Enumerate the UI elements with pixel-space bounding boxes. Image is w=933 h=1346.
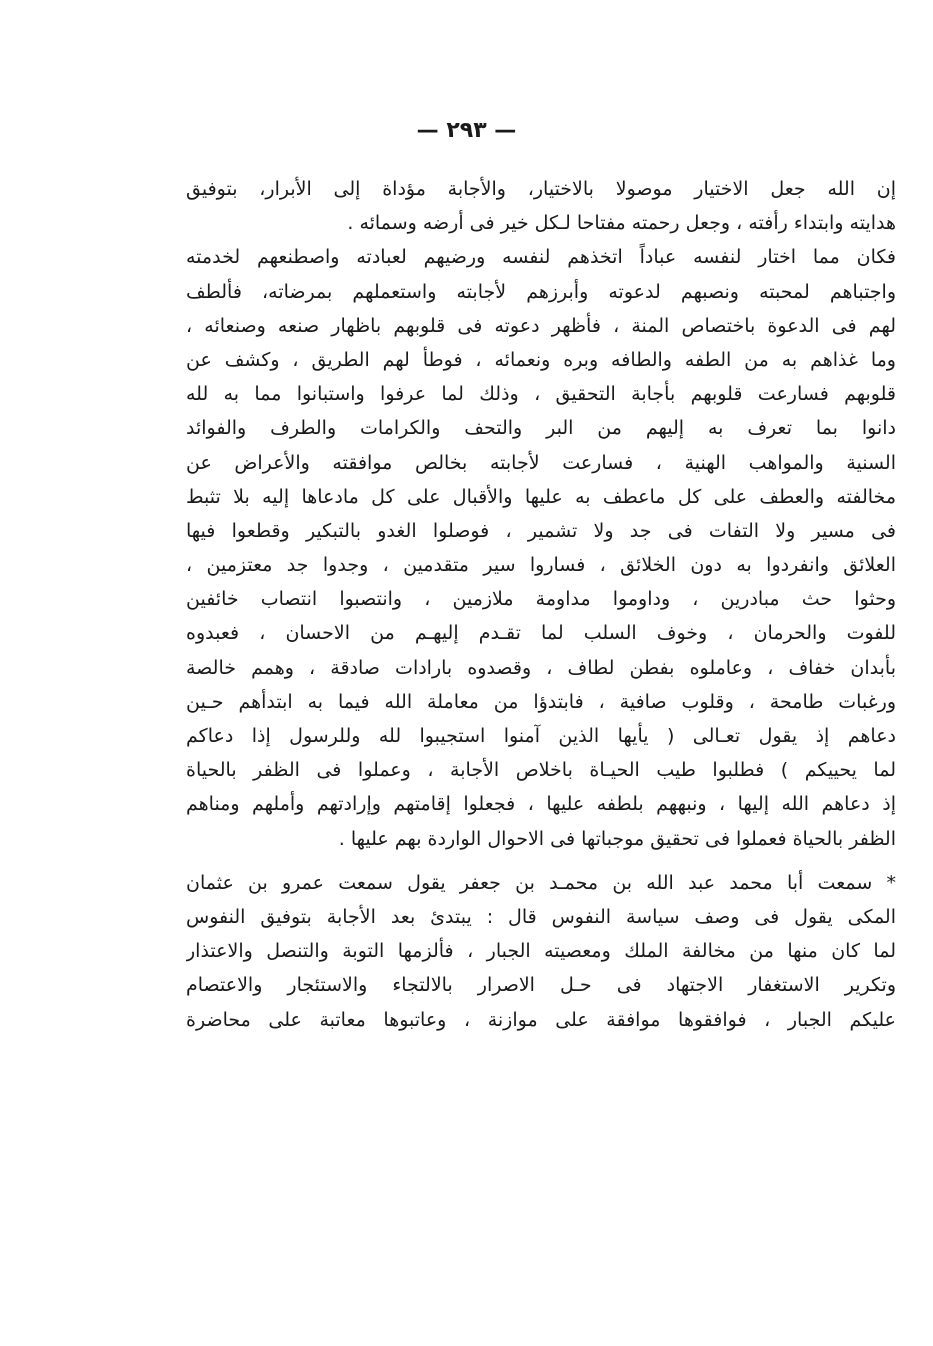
text-line: إذ دعاهم الله إليها ، ونبههم بلطفه عليها ، فجعلوا إقامتهم وإرادتهم وأملهم ومناهم bbox=[186, 793, 896, 816]
text-line: وحثوا حث مبادرين ، وداوموا مداومة ملازمين ، وانتصبوا انتصاب خائفين bbox=[186, 588, 896, 611]
text-line: وما غذاهم به من الطفه والطافه وبره ونعمائه ، فوطأ لهم الطريق ، وكشف عن bbox=[186, 348, 896, 371]
paragraph bbox=[186, 240, 896, 855]
paragraph bbox=[186, 866, 896, 1037]
text-line: بأبدان خفاف ، وعاملوه بفطن لطاف ، وقصدوه بارادات صادقة ، وهمم خالصة bbox=[186, 656, 896, 679]
text-line: لما كان منها من مخالفة الملك ومعصيته الجبار ، فألزمها التوبة والتنصل والاعتذار bbox=[186, 940, 896, 963]
text-line: هدايته وابتداء رأفته ، وجعل رحمته مفتاحا لـكل خير فى أرضه وسمائه . bbox=[347, 212, 896, 235]
paragraph bbox=[186, 172, 896, 240]
text-line: لهم فى الدعوة باختصاص المنة ، فأظهر دعوته فى قلوبهم باظهار صنعه وصنعائه ، bbox=[186, 314, 896, 337]
text-line: * سمعت أبا محمد عبد الله بن محمـد بن جعفر يقول سمعت عمرو بن عثمان bbox=[186, 871, 896, 894]
text-line: الظفر بالحياة فعملوا فى تحقيق موجباتها فى الاحوال الواردة بهم عليها . bbox=[338, 827, 896, 850]
text-line: لما يحييكم ) فطلبوا طيب الحيـاة باخلاص الأجابة ، وعملوا فى الظفر بالحياة bbox=[186, 759, 896, 782]
text-line: دعاهم إذ يقول تعـالى ( يأيها الذين آمنوا استجيبوا لله وللرسول إذا دعاكم bbox=[186, 725, 896, 747]
text-line: فى مسير ولا التفات فى جد ولا تشمير ، فوصلوا الغدو بالتبكير وقطعوا فيها bbox=[186, 519, 896, 542]
paragraph-gap bbox=[186, 856, 896, 866]
text-line: قلوبهم فسارعت قلوبهم بأجابة التحقيق ، وذلك لما عرفوا واستبانوا مما به لله bbox=[186, 383, 896, 406]
text-line: ورغبات طامحة ، وقلوب صافية ، فابتدؤا من معاملة الله فيما به ابتدأهم حـين bbox=[186, 690, 896, 713]
text-line: مخالفته والعطف على كل ماعطف به عليها والأقبال على كل مادعاها إليه بلا تثبط bbox=[186, 485, 896, 508]
text-line: السنية والمواهب الهنية ، فسارعت لأجابته بخالص موافقته والأعراض عن bbox=[186, 451, 896, 474]
text-line: دانوا بما تعرف به إليهم من البر والتحف والكرامات والطرف والفوائد bbox=[186, 417, 896, 440]
text-line: فكان مما اختار لنفسه عباداً اتخذهم لنفسه ورضيهم لعبادته واصطنعهم لخدمته bbox=[186, 246, 896, 269]
text-line: وتكرير الاستغفار الاجتهاد فى حـل الاصرار بالالتجاء والاستئجار والاعتصام bbox=[186, 974, 896, 997]
text-line: العلائق وانفردوا به دون الخلائق ، فساروا سير متقدمين ، وجدوا جد معتزمين ، bbox=[186, 554, 896, 577]
body-text bbox=[186, 172, 896, 1037]
text-line: عليكم الجبار ، فوافقوها موافقة على موازنة ، وعاتبوها معاتبة على محاضرة bbox=[186, 1008, 896, 1031]
text-line: واجتباهم لمحبته ونصبهم لدعوته وأبرزهم لأجابته واستعملهم بمرضاته، فألطف bbox=[186, 280, 896, 303]
text-line: المكى يقول فى وصف سياسة النفوس قال : يبتدئ بعد الأجابة بتوفيق النفوس bbox=[186, 905, 896, 928]
page-number: — ٢٩٣ — bbox=[416, 118, 517, 143]
text-line: إن الله جعل الاختيار موصولا بالاختيار، والأجابة مؤداة إلى الأبرار، بتوفيق bbox=[186, 178, 896, 200]
text-line: للفوت والحرمان ، وخوف السلب لما تقـدم إليهـم من الاحسان ، فعبدوه bbox=[186, 622, 896, 645]
